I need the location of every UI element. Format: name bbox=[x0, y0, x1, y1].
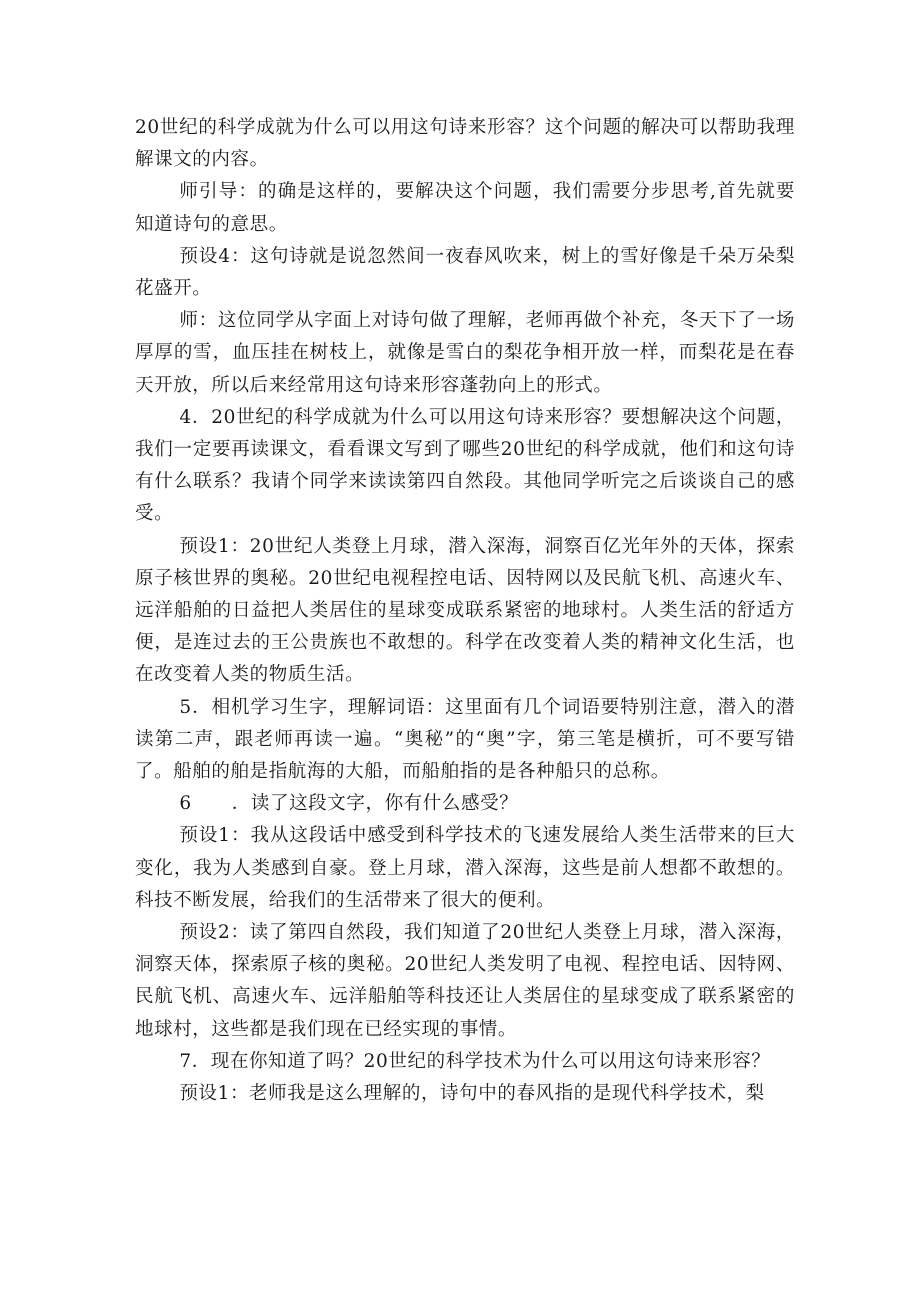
lesson-text bbox=[135, 112, 795, 1110]
paragraph-preset-4: 预设4：这句诗就是说忽然间一夜春风吹来，树上的雪好像是千朵万朵梨花盛开。 bbox=[135, 245, 795, 300]
paragraph-preset-1-feeling: 预设1：我从这段话中感受到科学技术的飞速发展给人类生活带来的巨大变化，我为人类感到自豪。登上月球，潜入深海，这些是前人想都不敢想的。科技不断发展，给我们的生活带来了很大的便利。 bbox=[135, 825, 795, 911]
paragraph-step-6 bbox=[135, 788, 795, 820]
paragraph-teacher-guide: 师引导：的确是这样的，要解决这个问题，我们需要分步思考,首先就要知道诗句的意思。 bbox=[135, 181, 795, 235]
paragraph-step-7: 7．现在你知道了吗？20世纪的科学技术为什么可以用这句诗来形容？ bbox=[179, 1050, 771, 1072]
paragraph-preset-2: 预设2：读了第四自然段，我们知道了20世纪人类登上月球，潜入深海，洞察天体，探索原子核的奥秘。20世纪人类发明了电视、程控电话、因特网、民航飞机、高速火车、远洋船舶等科技还让人类居住的星球变成了联系紧密的地球村，这些都是我们现在已经实现的事情。 bbox=[135, 922, 795, 1040]
step-6-number: 6 bbox=[179, 793, 192, 815]
paragraph-step-4: 4．20世纪的科学成就为什么可以用这句诗来形容？要想解决这个问题，我们一定要再读课文，看看课文写到了哪些20世纪的科学成就，他们和这句诗有什么联系？我请个同学来读读第四自然段。其他同学听完之后谈谈自己的感受。 bbox=[135, 406, 795, 525]
paragraph-preset-1-reading: 预设1：20世纪人类登上月球，潜入深海，洞察百亿光年外的天体，探索原子核世界的奥秘。20世纪电视程控电话、因特网以及民航飞机、高速火车、远洋船舶的日益把人类居住的星球变成联系紧密的地球村。人类生活的舒适方便，是连过去的王公贵族也不敢想的。科学在改变着人类的精神文化生活，也在改变着人类的物质生活。 bbox=[135, 535, 795, 686]
paragraph-preset-1-understanding: 预设1：老师我是这么理解的，诗句中的春风指的是现代科学技术，梨 bbox=[179, 1083, 765, 1105]
paragraph-question: 20世纪的科学成就为什么可以用这句诗来形容？这个问题的解决可以帮助我理解课文的内容。 bbox=[135, 117, 795, 171]
paragraph-step-5: 5．相机学习生字，理解词语：这里面有几个词语要特别注意，潜入的潜读第二声，跟老师再读一遍。“奥秘”的“奥”字，第三笔是横折，可不要写错了。船舶的舶是指航海的大船，而船舶指的是各种船只的总称。 bbox=[135, 696, 795, 783]
step-6-text: ．读了这段文字，你有什么感受？ bbox=[231, 793, 519, 815]
paragraph-teacher-supplement: 师：这位同学从字面上对诗句做了理解，老师再做个补充，冬天下了一场厚厚的雪，血压挂在树枝上，就像是雪白的梨花争相开放一样，而梨花是在春天开放，所以后来经常用这句诗来形容蓬勃向上的形式。 bbox=[135, 310, 795, 396]
